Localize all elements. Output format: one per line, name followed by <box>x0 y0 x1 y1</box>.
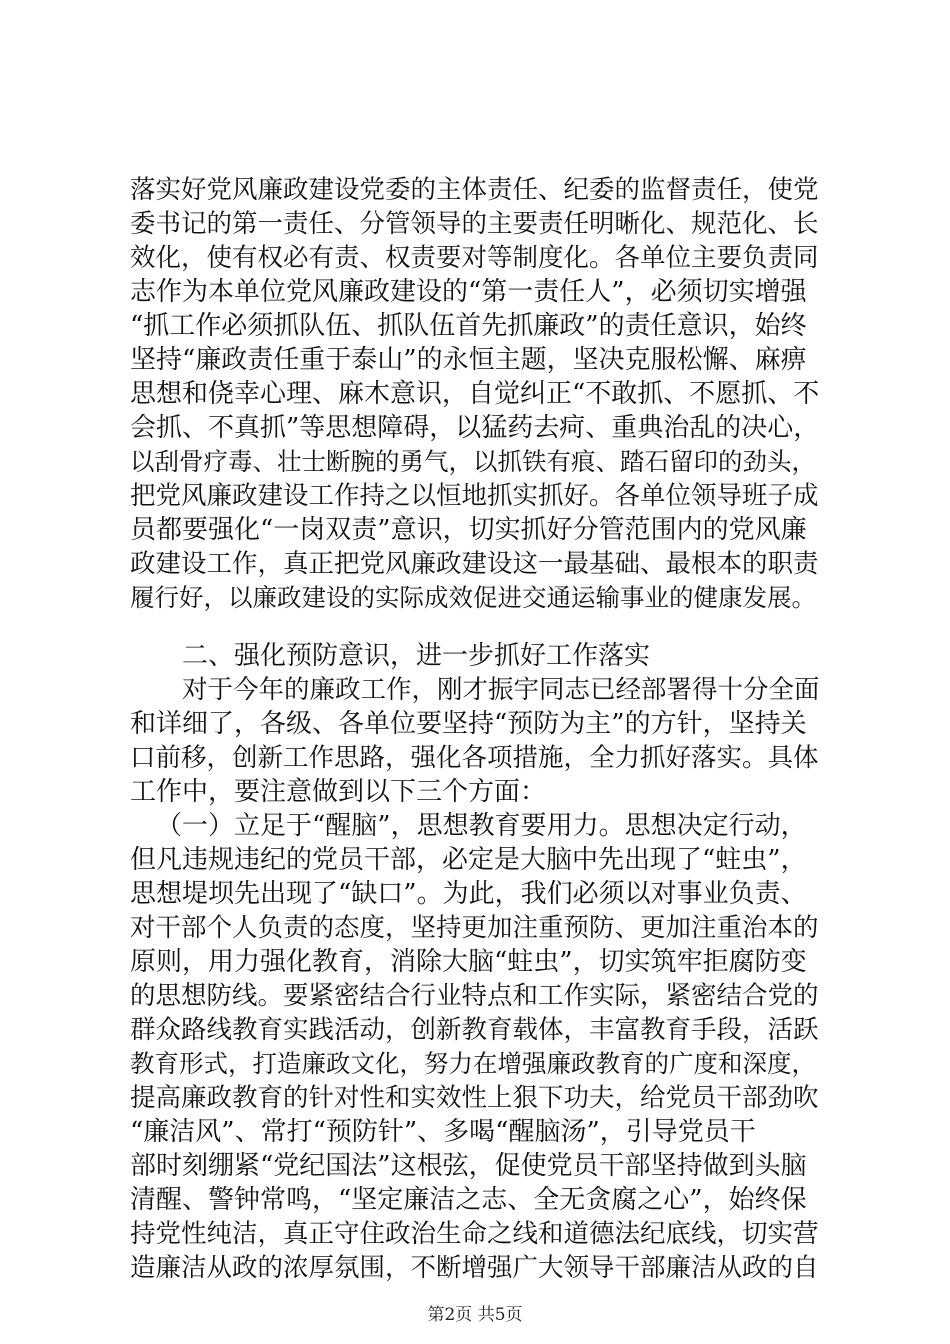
text-line: 群众路线教育实践活动，创新教育载体，丰富教育手段，活跃 <box>130 1015 819 1045</box>
text-line: 把党风廉政建设工作持之以恒地抓实抓好。各单位领导班子成 <box>130 481 819 511</box>
text-line: 造廉洁从政的浓厚氛围，不断增强广大领导干部廉洁从政的自 <box>130 1253 819 1283</box>
text-line: 政建设工作，真正把党风廉政建设这一最基础、最根本的职责 <box>130 549 819 579</box>
text-line: 工作中，要注意做到以下三个方面： <box>130 777 547 807</box>
section-heading: 二、强化预防意识，进一步抓好工作落实 <box>182 641 651 671</box>
text-line: 口前移，创新工作思路，强化各项措施，全力抓好落实。具体 <box>130 743 819 773</box>
text-line: 部时刻绷紧“党纪国法”这根弦，促使党员干部坚持做到头脑 <box>130 1151 807 1181</box>
text-line: “廉洁风”、常打“预防针”、多喝“醒脑汤”，引导党员干 <box>130 1117 756 1147</box>
text-line: 清醒、警钟常鸣，“坚定廉洁之志、全无贪腐之心”，始终保 <box>130 1185 807 1215</box>
text-line: 委书记的第一责任、分管领导的主要责任明晰化、规范化、长 <box>130 209 819 239</box>
text-line: 对干部个人负责的态度，坚持更加注重预防、更加注重治本的 <box>130 913 819 943</box>
text-line: 提高廉政教育的针对性和实效性上狠下功夫，给党员干部劲吹 <box>130 1083 819 1113</box>
text-line: 思想和侥幸心理、麻木意识，自觉纠正“不敢抓、不愿抓、不 <box>130 379 820 409</box>
page-number-footer: 第2页 共5页 <box>427 1305 523 1325</box>
text-line: 对于今年的廉政工作，刚才振宇同志已经部署得十分全面 <box>182 675 820 705</box>
text-line: 但凡违规违纪的党员干部，必定是大脑中先出现了“蛀虫”， <box>130 845 807 875</box>
text-line: 以刮骨疗毒、壮士断腕的勇气，以抓铁有痕、踏石留印的劲头， <box>130 447 816 476</box>
text-line: “抓工作必须抓队伍、抓队伍首先抓廉政”的责任意识，始终 <box>130 311 807 341</box>
text-line: 教育形式，打造廉政文化，努力在增强廉政教育的广度和深度， <box>130 1049 816 1078</box>
text-line: 效化，使有权必有责、权责要对等制度化。各单位主要负责同 <box>130 243 819 273</box>
text-line: 思想堤坝先出现了“缺口”。为此，我们必须以对事业负责、 <box>130 879 807 909</box>
text-line: 员都要强化“一岗双责”意识，切实抓好分管范围内的党风廉 <box>130 515 807 545</box>
text-line: 履行好，以廉政建设的实际成效促进交通运输事业的健康发展。 <box>130 583 816 612</box>
text-line: 坚持“廉政责任重于泰山”的永恒主题，坚决克服松懈、麻痹 <box>130 345 807 375</box>
text-line: 持党性纯洁，真正守住政治生命之线和道德法纪底线，切实营 <box>130 1219 819 1249</box>
text-line: （一）立足于“醒脑”，思想教育要用力。思想决定行动， <box>156 811 807 841</box>
text-line: 志作为本单位党风廉政建设的“第一责任人”，必须切实增强 <box>130 277 807 307</box>
text-line: 落实好党风廉政建设党委的主体责任、纪委的监督责任，使党 <box>130 175 819 205</box>
text-line: 的思想防线。要紧密结合行业特点和工作实际，紧密结合党的 <box>130 981 819 1011</box>
text-line: 原则，用力强化教育，消除大脑“蛀虫”，切实筑牢拒腐防变 <box>130 947 807 977</box>
text-line: 会抓、不真抓”等思想障碍，以猛药去疴、重典治乱的决心， <box>130 413 820 443</box>
text-line: 和详细了，各级、各单位要坚持“预防为主”的方针，坚持关 <box>130 709 807 739</box>
